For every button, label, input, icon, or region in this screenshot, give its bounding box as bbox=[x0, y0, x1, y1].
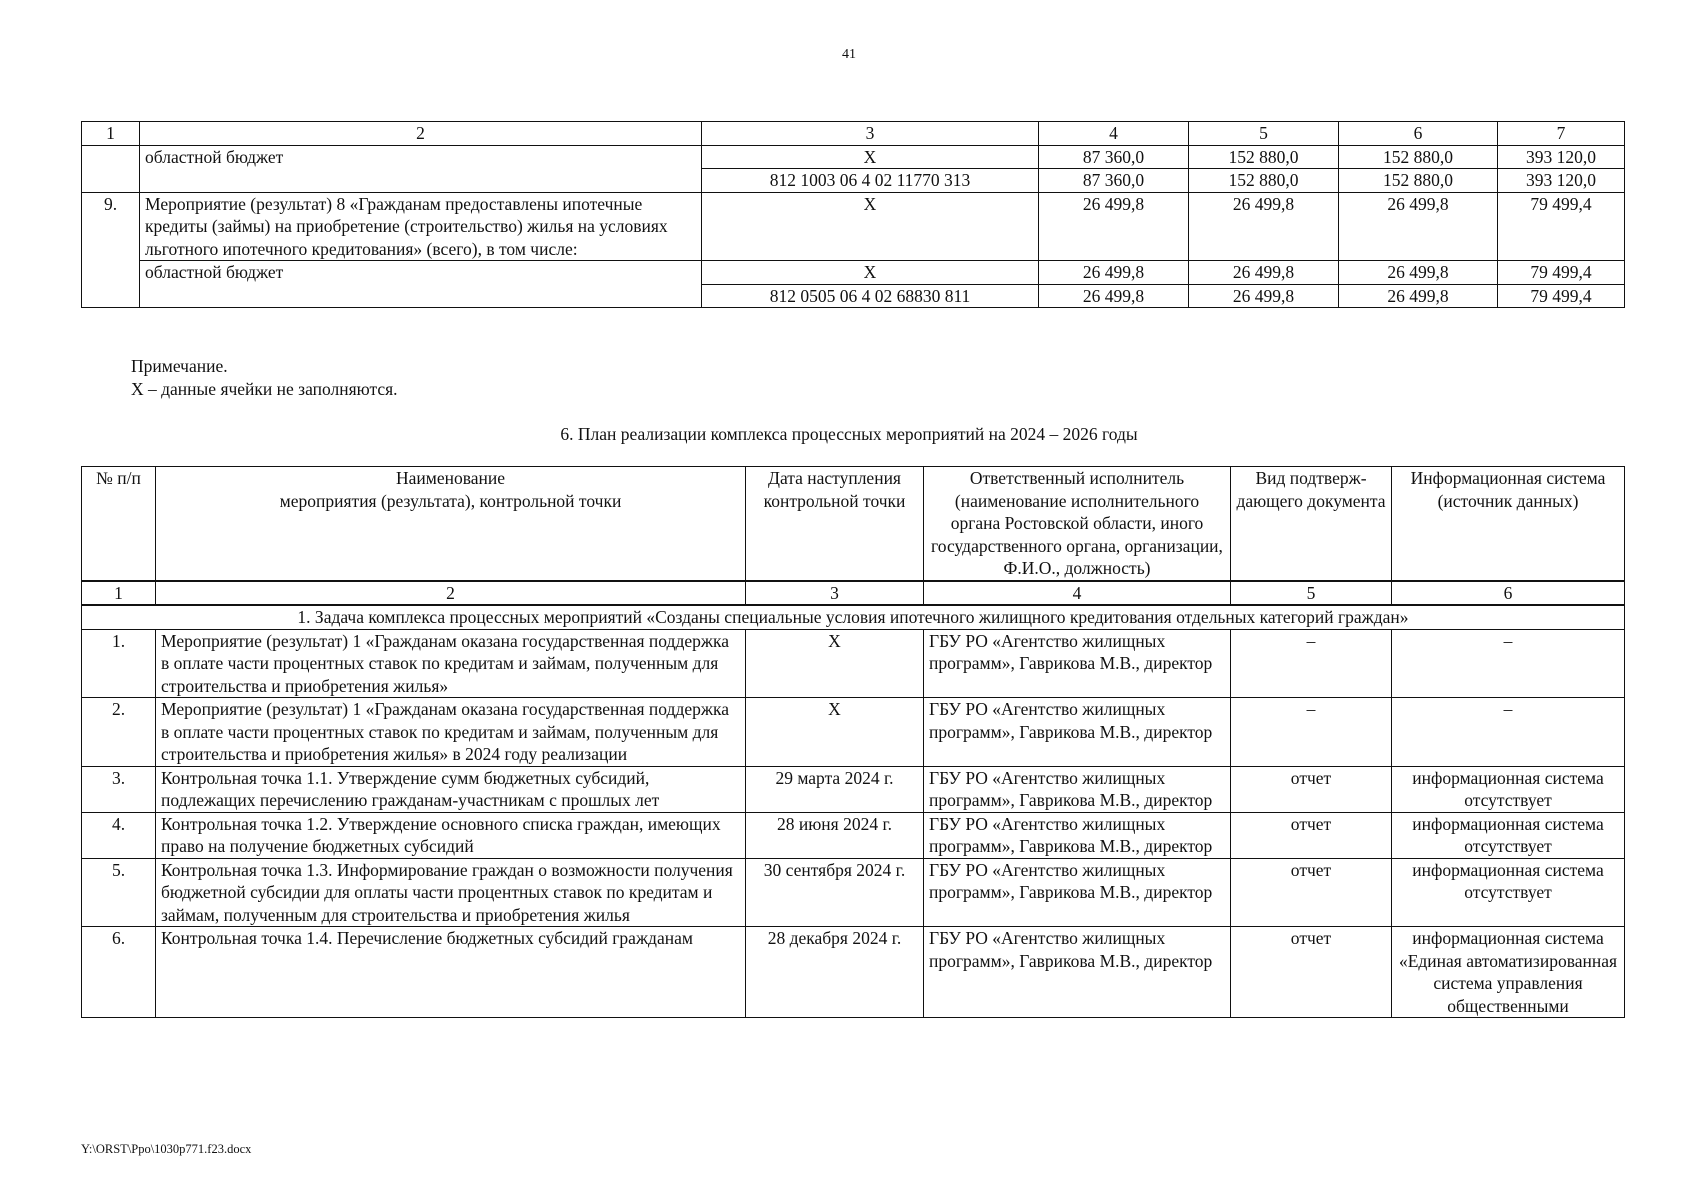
row-number-cell: 6. bbox=[82, 927, 156, 1018]
section-title: 6. План реализации комплекса процессных мероприятий на 2024 – 2026 годы bbox=[560, 424, 1138, 444]
row-number-cell: 3. bbox=[82, 766, 156, 812]
column-number: 2 bbox=[156, 581, 746, 606]
value-cell: 26 499,8 bbox=[1039, 192, 1189, 261]
date-cell: 30 сентября 2024 г. bbox=[746, 858, 924, 927]
code-cell: Х bbox=[702, 145, 1039, 169]
doc-cell: отчет bbox=[1231, 812, 1392, 858]
code-cell: Х bbox=[702, 192, 1039, 261]
note-title: Примечание. bbox=[131, 356, 228, 376]
value-cell: 26 499,8 bbox=[1189, 192, 1339, 261]
value-cell: 393 120,0 bbox=[1498, 169, 1625, 193]
page-number: 41 bbox=[842, 47, 856, 62]
header-num: № п/п bbox=[82, 467, 156, 581]
table-row bbox=[82, 629, 1625, 698]
row-number-cell: 4. bbox=[82, 812, 156, 858]
value-cell: 26 499,8 bbox=[1189, 284, 1339, 308]
header-cell: 6 bbox=[1339, 122, 1498, 146]
table-row bbox=[82, 192, 1625, 261]
budget-table bbox=[81, 121, 1625, 308]
row-number-cell: 2. bbox=[82, 698, 156, 767]
table-row bbox=[82, 145, 1625, 169]
header-cell: 2 bbox=[140, 122, 702, 146]
row-name-cell: Мероприятие (результат) 8 «Гражданам предоставлены ипотечные кредиты (займы) на приобретение (строительство) жилья на условиях льготного ипотечного кредитования» (всего), в том числе: bbox=[140, 192, 702, 261]
header-cell: 1 bbox=[82, 122, 140, 146]
code-cell: Х bbox=[702, 261, 1039, 285]
row-number-cell bbox=[82, 145, 140, 192]
responsible-cell: ГБУ РО «Агентство жилищных программ», Гаврикова М.В., директор bbox=[924, 766, 1231, 812]
column-number: 4 bbox=[924, 581, 1231, 606]
value-cell: 26 499,8 bbox=[1339, 261, 1498, 285]
responsible-cell: ГБУ РО «Агентство жилищных программ», Гаврикова М.В., директор bbox=[924, 927, 1231, 1018]
header-date: Дата наступления контрольной точки bbox=[746, 467, 924, 581]
value-cell: 26 499,8 bbox=[1339, 192, 1498, 261]
system-cell: информационная система отсутствует bbox=[1392, 766, 1625, 812]
system-cell: информационная система отсутствует bbox=[1392, 812, 1625, 858]
header-cell: 4 bbox=[1039, 122, 1189, 146]
table-row bbox=[82, 812, 1625, 858]
code-cell: 812 0505 06 4 02 68830 811 bbox=[702, 284, 1039, 308]
doc-cell: отчет bbox=[1231, 927, 1392, 1018]
task-row bbox=[82, 605, 1625, 629]
value-cell: 26 499,8 bbox=[1339, 284, 1498, 308]
date-cell: 28 декабря 2024 г. bbox=[746, 927, 924, 1018]
system-cell: – bbox=[1392, 698, 1625, 767]
doc-cell: – bbox=[1231, 629, 1392, 698]
column-number: 3 bbox=[746, 581, 924, 606]
row-name-cell: Контрольная точка 1.2. Утверждение основного списка граждан, имеющих право на получение бюджетных субсидий bbox=[156, 812, 746, 858]
table-header-row bbox=[82, 467, 1625, 581]
responsible-cell: ГБУ РО «Агентство жилищных программ», Гаврикова М.В., директор bbox=[924, 858, 1231, 927]
column-number: 6 bbox=[1392, 581, 1625, 606]
row-number-cell: 1. bbox=[82, 629, 156, 698]
column-number: 1 bbox=[82, 581, 156, 606]
value-cell: 79 499,4 bbox=[1498, 284, 1625, 308]
row-name-cell: Контрольная точка 1.1. Утверждение сумм бюджетных субсидий, подлежащих перечислению гражданам-участникам с прошлых лет bbox=[156, 766, 746, 812]
header-name-line: мероприятия (результата), контрольной точки bbox=[279, 490, 622, 511]
header-name-line: Наименование bbox=[395, 468, 506, 488]
header-cell: 7 bbox=[1498, 122, 1625, 146]
header-doc: Вид подтверж-дающего документа bbox=[1231, 467, 1392, 581]
system-cell: – bbox=[1392, 629, 1625, 698]
table-row bbox=[82, 927, 1625, 1018]
system-cell: информационная система отсутствует bbox=[1392, 858, 1625, 927]
doc-cell: – bbox=[1231, 698, 1392, 767]
value-cell: 393 120,0 bbox=[1498, 145, 1625, 169]
row-name-cell: Мероприятие (результат) 1 «Гражданам оказана государственная поддержка в оплате части процентных ставок по кредитам и займам, полученным для строительства и приобретения жилья» bbox=[156, 629, 746, 698]
doc-cell: отчет bbox=[1231, 858, 1392, 927]
value-cell: 152 880,0 bbox=[1189, 169, 1339, 193]
value-cell: 152 880,0 bbox=[1189, 145, 1339, 169]
value-cell: 152 880,0 bbox=[1339, 145, 1498, 169]
footer-file-path: Y:\ORST\Ppo\1030p771.f23.docx bbox=[81, 1142, 252, 1156]
header-system: Информационная система (источник данных) bbox=[1392, 467, 1625, 581]
date-cell: 28 июня 2024 г. bbox=[746, 812, 924, 858]
table-row bbox=[82, 766, 1625, 812]
doc-cell: отчет bbox=[1231, 766, 1392, 812]
table-row bbox=[82, 858, 1625, 927]
header-cell: 5 bbox=[1189, 122, 1339, 146]
header-cell: 3 bbox=[702, 122, 1039, 146]
header-name bbox=[156, 467, 746, 581]
value-cell: 26 499,8 bbox=[1189, 261, 1339, 285]
note-text: Х – данные ячейки не заполняются. bbox=[131, 379, 398, 399]
column-numbers-row bbox=[82, 581, 1625, 606]
value-cell: 26 499,8 bbox=[1039, 284, 1189, 308]
note bbox=[131, 355, 398, 401]
system-cell: информационная система «Единая автоматизированная система управления общественными bbox=[1392, 927, 1625, 1018]
value-cell: 87 360,0 bbox=[1039, 145, 1189, 169]
header-responsible: Ответственный исполнитель (наименование исполнительного органа Ростовской области, иного государственного органа, организации, Ф.И.О., должность) bbox=[924, 467, 1231, 581]
value-cell: 87 360,0 bbox=[1039, 169, 1189, 193]
value-cell: 79 499,4 bbox=[1498, 192, 1625, 261]
row-name-cell: областной бюджет bbox=[140, 145, 702, 192]
row-number-cell: 9. bbox=[82, 192, 140, 308]
table-row bbox=[82, 261, 1625, 285]
date-cell: Х bbox=[746, 629, 924, 698]
responsible-cell: ГБУ РО «Агентство жилищных программ», Гаврикова М.В., директор bbox=[924, 812, 1231, 858]
table-header-row bbox=[82, 122, 1625, 146]
column-number: 5 bbox=[1231, 581, 1392, 606]
value-cell: 26 499,8 bbox=[1039, 261, 1189, 285]
plan-table bbox=[81, 466, 1625, 1018]
value-cell: 79 499,4 bbox=[1498, 261, 1625, 285]
row-number-cell: 5. bbox=[82, 858, 156, 927]
task-title: 1. Задача комплекса процессных мероприятий «Созданы специальные условия ипотечного жилищного кредитования отдельных категорий граждан» bbox=[82, 605, 1625, 629]
responsible-cell: ГБУ РО «Агентство жилищных программ», Гаврикова М.В., директор bbox=[924, 629, 1231, 698]
date-cell: 29 марта 2024 г. bbox=[746, 766, 924, 812]
row-name-cell: Контрольная точка 1.3. Информирование граждан о возможности получения бюджетной субсидии для оплаты части процентных ставок по кредитам и займам, полученным для строительства и приобретения жилья bbox=[156, 858, 746, 927]
table-row bbox=[82, 698, 1625, 767]
date-cell: Х bbox=[746, 698, 924, 767]
row-name-cell: Контрольная точка 1.4. Перечисление бюджетных субсидий гражданам bbox=[156, 927, 746, 1018]
code-cell: 812 1003 06 4 02 11770 313 bbox=[702, 169, 1039, 193]
row-name-cell: областной бюджет bbox=[140, 261, 702, 308]
row-name-cell: Мероприятие (результат) 1 «Гражданам оказана государственная поддержка в оплате части процентных ставок по кредитам и займам, полученным для строительства и приобретения жилья» в 2024 году реализации bbox=[156, 698, 746, 767]
responsible-cell: ГБУ РО «Агентство жилищных программ», Гаврикова М.В., директор bbox=[924, 698, 1231, 767]
value-cell: 152 880,0 bbox=[1339, 169, 1498, 193]
